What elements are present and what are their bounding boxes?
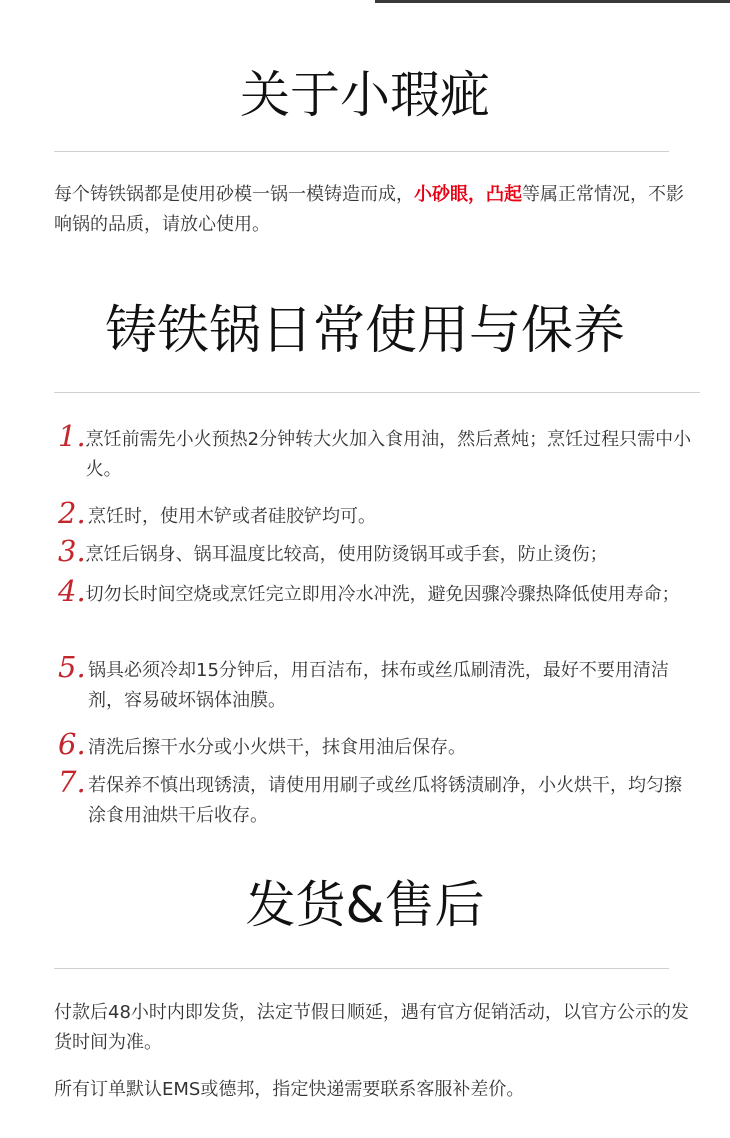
flaws-description (54, 180, 694, 240)
courier-paragraph: 所有订单默认EMS或德邦，指定快递需要联系客服补差价。 (54, 1079, 525, 1100)
care-item-number: 4. (58, 574, 86, 608)
care-item-2 (58, 496, 698, 532)
care-item-text: 清洗后擦干水分或小火烘干，抹食用油后保存。 (88, 737, 466, 758)
care-section-title: 铸铁锅日常使用与保养 (104, 301, 625, 361)
flaws-text-start: 每个铸铁锅都是使用砂模一锅一模铸造而成， (54, 184, 414, 205)
care-item-5 (58, 650, 698, 716)
care-item-text: 锅具必须冷却15分钟后，用百洁布，抹布或丝瓜刷清洗，最好不要用清洁剂，容易破坏锅体油膜。 (88, 660, 669, 711)
divider (54, 968, 669, 969)
care-item-text: 烹饪时，使用木铲或者硅胶铲均可。 (88, 506, 376, 527)
shipping-section-title: 发货&售后 (245, 876, 485, 934)
shipping-paragraph: 付款后48小时内即发货，法定节假日顺延，遇有官方促销活动，以官方公示的发货时间为准。 (54, 1002, 689, 1053)
care-item-text: 切勿长时间空烧或烹饪完立即用冷水冲洗，避免因骤冷骤热降低使用寿命； (85, 584, 680, 605)
care-item-number: 3. (58, 534, 86, 568)
flaws-section-title: 关于小瑕疵 (240, 66, 490, 124)
flaws-highlight: 小砂眼，凸起 (414, 184, 522, 205)
top-border-line (375, 0, 730, 3)
care-item-4 (58, 574, 698, 610)
care-item-number: 2. (58, 496, 86, 530)
divider (54, 151, 669, 152)
flaws-text-end: 等属正常情况，不影响锅的品质，请放心使用。 (54, 184, 684, 235)
care-item-number: 1. (58, 419, 86, 453)
care-item-number: 7. (58, 765, 86, 799)
divider (54, 392, 700, 393)
care-item-text: 烹饪后锅身、锅耳温度比较高，使用防烫锅耳或手套，防止烫伤； (85, 544, 608, 565)
care-item-7 (58, 765, 698, 831)
care-item-1 (58, 419, 698, 485)
care-item-number: 6. (58, 727, 86, 761)
care-item-text: 烹饪前需先小火预热2分钟转大火加入食用油，然后煮炖；烹饪过程只需中小火。 (85, 429, 692, 480)
care-item-3 (58, 534, 698, 570)
care-item-6 (58, 727, 698, 763)
care-item-number: 5. (58, 650, 86, 684)
care-item-text: 若保养不慎出现锈渍，请使用用刷子或丝瓜将锈渍刷净，小火烘干，均匀擦涂食用油烘干后收存。 (88, 775, 682, 826)
